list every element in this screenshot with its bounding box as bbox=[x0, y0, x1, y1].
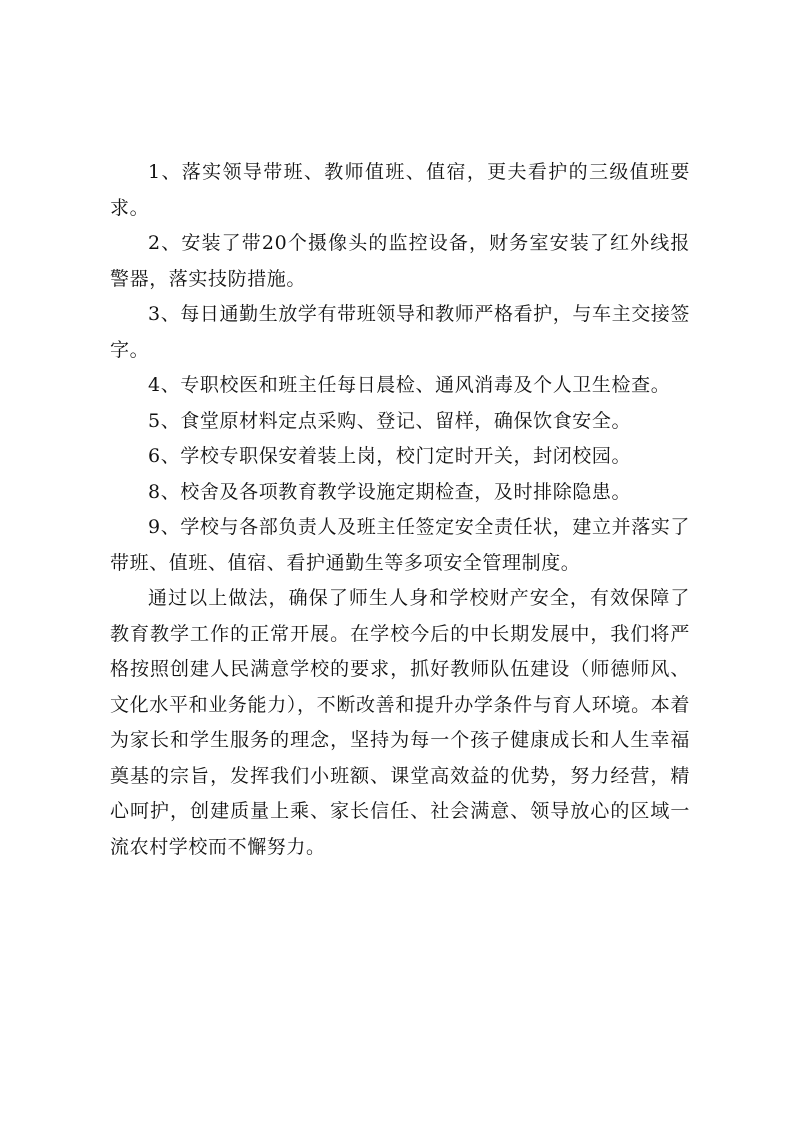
paragraph-item-5: 5、食堂原材料定点采购、登记、留样，确保饮食安全。 bbox=[148, 409, 632, 432]
paragraph-item-4: 4、专职校医和班主任每日晨检、通风消毒及个人卫生检查。 bbox=[148, 374, 671, 396]
paragraph-item-9: 9、学校与各部负责人及班主任签定安全责任状，建立并落实了带班、值班、值宿、看护通勤生等多项安全管理制度。 bbox=[110, 516, 690, 574]
paragraph-item-6: 6、学校专职保安着装上岗，校门定时开关，封闭校园。 bbox=[148, 445, 632, 467]
paragraph-item-1: 1、落实领导带班、教师值班、值宿，更夫看护的三级值班要求。 bbox=[110, 161, 690, 219]
paragraph-item-3: 3、每日通勤生放学有带班领导和教师严格看护，与车主交接签字。 bbox=[110, 303, 690, 361]
paragraph-item-8: 8、校舍及各项教育教学设施定期检查，及时排除隐患。 bbox=[148, 480, 632, 503]
document-body bbox=[110, 155, 690, 865]
paragraph-item-2: 2、安装了带20个摄像头的监控设备，财务室安装了红外线报警器，落实技防措施。 bbox=[110, 232, 690, 290]
paragraph-summary: 通过以上做法，确保了师生人身和学校财产安全，有效保障了教育教学工作的正常开展。在学校今后的中长期发展中，我们将严格按照创建人民满意学校的要求，抓好教师队伍建设（师德师风、文化水平和业务能力），不断改善和提升办学条件与育人环境。本着为家长和学生服务的理念，坚持为每一个孩子健康成长和人生幸福奠基的宗旨，发挥我们小班额、课堂高效益的优势，努力经营，精心呵护，创建质量上乘、家长信任、社会满意、领导放心的区域一流农村学校而不懈努力。 bbox=[110, 587, 690, 858]
